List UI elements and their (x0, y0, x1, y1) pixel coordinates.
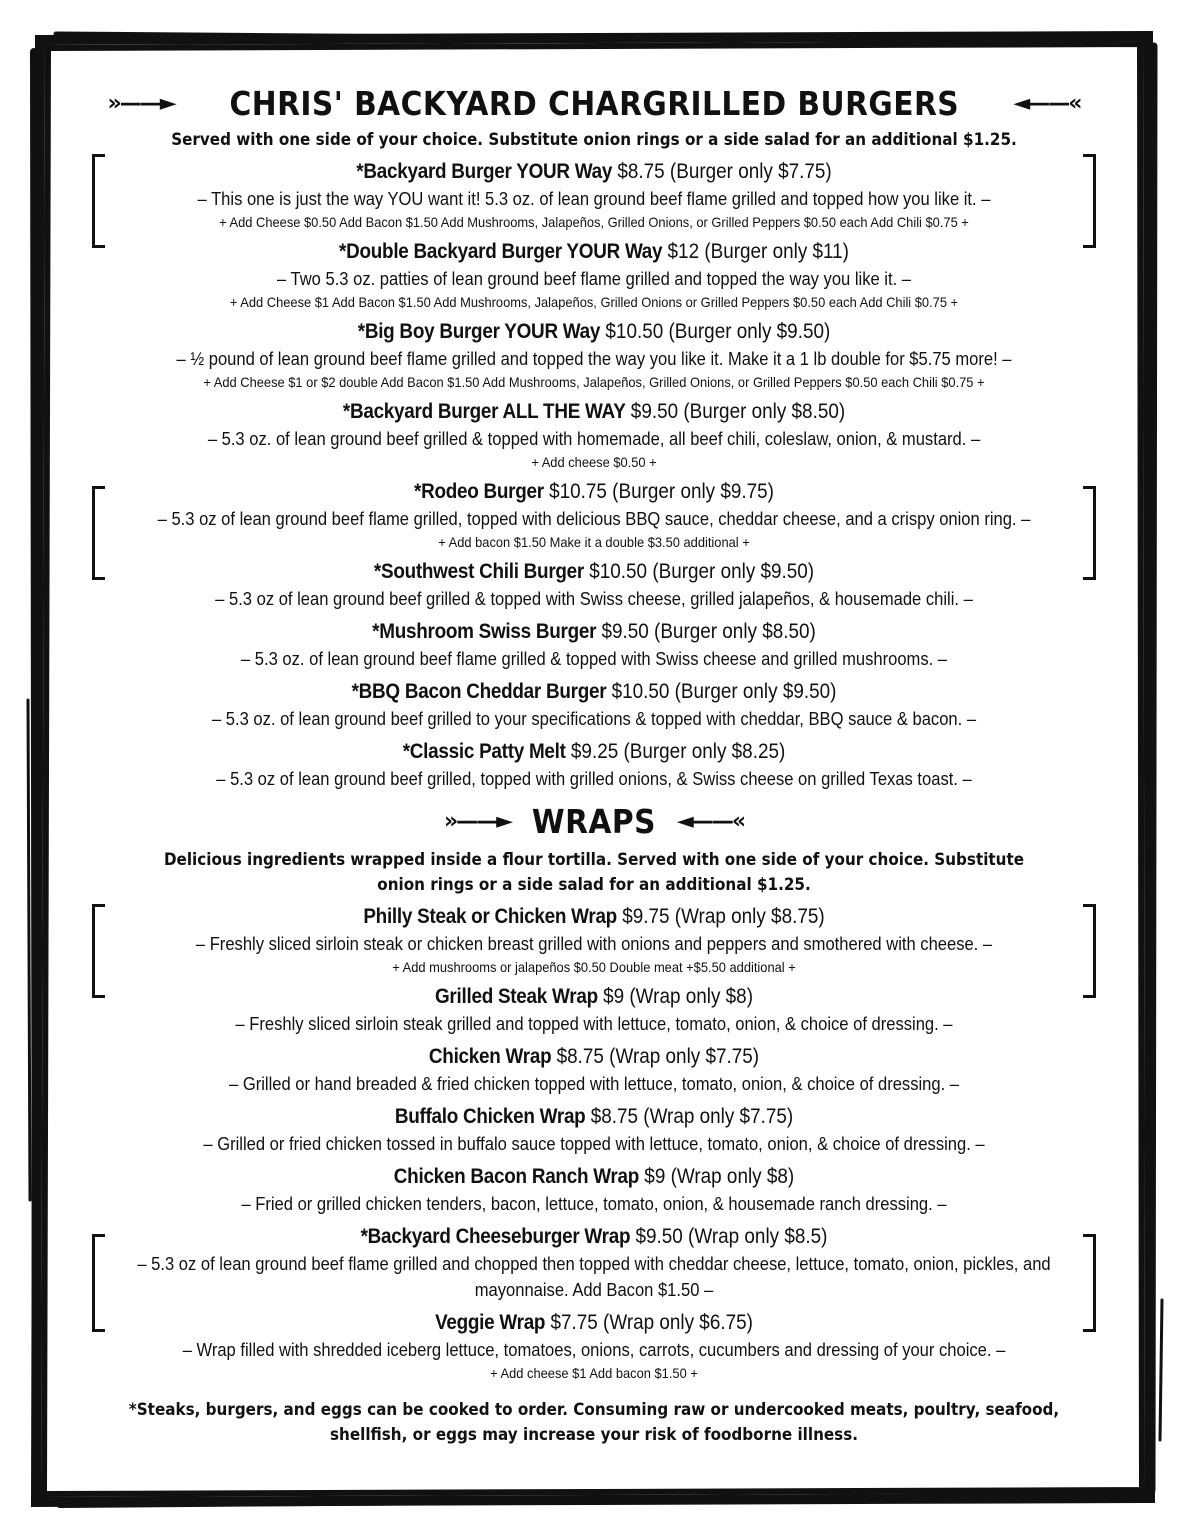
wrap-list (62, 903, 1126, 1383)
menu-page (62, 62, 1126, 1447)
wraps-title: WRAPS (531, 802, 657, 841)
menu-item-price: $9.25 (Burger only $8.25) (570, 740, 786, 763)
menu-item (62, 1163, 1126, 1217)
menu-item-description: – 5.3 oz of lean ground beef flame grilled, topped with delicious BBQ sauce, cheddar cheese, and a crispy onion ring. – (157, 509, 1031, 529)
menu-item-price: $9.50 (Burger only $8.50) (630, 400, 846, 423)
menu-item-addons: + Add Cheese $1 or $2 double Add Bacon $1.50 Add Mushrooms, Jalapeños, Grilled Onions, or Grilled Peppers $0.50 each Chili $0.75 + (203, 374, 985, 390)
arrow-right-icon: »——► (443, 809, 512, 834)
menu-item-name: *Big Boy Burger YOUR Way (357, 320, 601, 343)
menu-item-description: – 5.3 oz. of lean ground beef grilled & topped with homemade, all beef chili, coleslaw, onion, & mustard. – (207, 429, 981, 449)
arrow-right-icon: »——► (107, 91, 175, 116)
menu-item-price: $12 (Burger only $11) (667, 240, 849, 263)
menu-item-price: $9.75 (Wrap only $8.75) (622, 905, 825, 928)
menu-item-addons: + Add Cheese $0.50 Add Bacon $1.50 Add Mushrooms, Jalapeños, Grilled Onions, or Grilled Peppers $0.50 each Add Chili $0.75 + (219, 214, 969, 230)
menu-item-heading (115, 478, 1073, 506)
menu-item-description: – 5.3 oz of lean ground beef grilled, topped with grilled onions, & Swiss cheese on grilled Texas toast. – (216, 769, 972, 789)
menu-item-description: – ½ pound of lean ground beef flame grilled and topped the way you like it. Make it a 1 lb double for $5.75 more! – (176, 349, 1012, 369)
menu-item-name: Buffalo Chicken Wrap (394, 1105, 586, 1128)
menu-item (62, 558, 1126, 612)
menu-item-price: $8.75 (Burger only $7.75) (617, 160, 832, 183)
menu-item-description: – This one is just the way YOU want it! 5.3 oz. of lean ground beef flame grilled and topped how you like it. – (197, 189, 991, 209)
menu-item-description: – 5.3 oz. of lean ground beef flame grilled & topped with Swiss cheese and grilled mushrooms. – (240, 649, 948, 669)
menu-item-description: – 5.3 oz of lean ground beef flame grilled and chopped then topped with cheddar cheese, lettuce, tomato, onion, pickles, and mayonnaise. Add Bacon $1.50 – (137, 1254, 1051, 1300)
menu-item-price: $9.50 (Burger only $8.50) (601, 620, 816, 643)
menu-item (62, 1103, 1126, 1157)
menu-item-price: $9.50 (Wrap only $8.5) (635, 1225, 828, 1248)
menu-item-description: – Grilled or fried chicken tossed in buffalo sauce topped with lettuce, tomato, onion, & choice of dressing. – (203, 1134, 985, 1154)
menu-item-heading (115, 1103, 1073, 1131)
menu-item-price: $10.50 (Burger only $9.50) (611, 680, 837, 703)
menu-item (62, 983, 1126, 1037)
menu-item-name: *Double Backyard Burger YOUR Way (339, 240, 663, 263)
menu-item (62, 903, 1126, 977)
menu-item-name: Veggie Wrap (435, 1311, 546, 1334)
menu-item-name: Philly Steak or Chicken Wrap (363, 905, 617, 928)
menu-item (62, 158, 1126, 232)
burgers-subtitle: Served with one side of your choice. Substitute onion rings or a side salad for an additional $1.25. (171, 130, 1017, 149)
menu-item-heading (115, 158, 1073, 186)
menu-item-name: *Southwest Chili Burger (373, 560, 585, 583)
menu-item (62, 398, 1126, 472)
menu-item-description: – Fried or grilled chicken tenders, bacon, lettuce, tomato, onion, & housemade ranch dressing. – (241, 1194, 947, 1214)
menu-item-description: – Two 5.3 oz. patties of lean ground beef flame grilled and topped the way you like it. – (277, 269, 911, 289)
menu-item-addons: + Add cheese $1 Add bacon $1.50 + (490, 1365, 698, 1381)
menu-item-addons: + Add cheese $0.50 + (531, 454, 657, 470)
menu-item-price: $9 (Wrap only $8) (603, 985, 753, 1008)
menu-item-heading (115, 238, 1073, 266)
menu-item-heading (115, 678, 1073, 706)
menu-item-addons: + Add bacon $1.50 Make it a double $3.50 additional + (438, 534, 750, 550)
menu-item-price: $10.75 (Burger only $9.75) (549, 480, 774, 503)
menu-item-price: $8.75 (Wrap only $7.75) (590, 1105, 794, 1128)
burgers-header (62, 84, 1126, 123)
menu-item-heading (115, 738, 1073, 766)
menu-item-price: $10.50 (Burger only $9.50) (589, 560, 815, 583)
menu-item (62, 678, 1126, 732)
menu-item-name: *Backyard Burger YOUR Way (356, 160, 613, 183)
menu-item-heading (115, 1309, 1073, 1337)
menu-item-price: $10.50 (Burger only $9.50) (605, 320, 831, 343)
menu-item-description: – Freshly sliced sirloin steak grilled and topped with lettuce, tomato, onion, & choice of dressing. – (235, 1014, 953, 1034)
menu-item-heading (115, 1163, 1073, 1191)
menu-item (62, 478, 1126, 552)
food-safety-notice: *Steaks, burgers, and eggs can be cooked to order. Consuming raw or undercooked meats, poultry, seafood, shellfish, or eggs may increase your risk of foodborne illness. (128, 1400, 1060, 1444)
menu-item-addons: + Add mushrooms or jalapeños $0.50 Double meat +$5.50 additional + (392, 959, 796, 975)
menu-item-heading (115, 318, 1073, 346)
menu-item (62, 1223, 1126, 1303)
menu-item-addons: + Add Cheese $1 Add Bacon $1.50 Add Mushrooms, Jalapeños, Grilled Onions or Grilled Peppers $0.50 each Add Chili $0.75 + (229, 294, 959, 310)
burger-list (62, 158, 1126, 792)
menu-item-name: *Mushroom Swiss Burger (372, 620, 597, 643)
menu-item (62, 238, 1126, 312)
menu-item-name: Grilled Steak Wrap (434, 985, 598, 1008)
menu-item (62, 738, 1126, 792)
wraps-subtitle: Delicious ingredients wrapped inside a flour tortilla. Served with one side of your choice. Substitute onion rings or a side salad for an additional $1.25. (163, 850, 1025, 894)
menu-item (62, 1309, 1126, 1383)
menu-item-name: *Backyard Cheeseburger Wrap (360, 1225, 631, 1248)
wraps-header (62, 802, 1126, 841)
menu-item-heading (115, 903, 1073, 931)
menu-item (62, 318, 1126, 392)
menu-item-heading (115, 983, 1073, 1011)
arrow-left-icon: ◄——« (676, 809, 745, 834)
menu-item-description: – Grilled or hand breaded & fried chicken topped with lettuce, tomato, onion, & choice of dressing. – (229, 1074, 959, 1094)
menu-item-heading (115, 558, 1073, 586)
menu-item-heading (115, 618, 1073, 646)
menu-item-description: – Wrap filled with shredded iceberg lettuce, tomatoes, onions, carrots, cucumbers and dressing of your choice. – (182, 1340, 1006, 1360)
menu-item-description: – 5.3 oz. of lean ground beef grilled to your specifications & topped with cheddar, BBQ sauce & bacon. – (211, 709, 977, 729)
burgers-title: CHRIS' BACKYARD CHARGRILLED BURGERS (229, 84, 959, 123)
menu-item-name: *BBQ Bacon Cheddar Burger (351, 680, 607, 703)
menu-item-name: Chicken Bacon Ranch Wrap (393, 1165, 640, 1188)
menu-item (62, 1043, 1126, 1097)
menu-item-name: *Rodeo Burger (414, 480, 544, 503)
menu-item-heading (115, 398, 1073, 426)
menu-item-price: $7.75 (Wrap only $6.75) (550, 1311, 753, 1334)
menu-item-price: $8.75 (Wrap only $7.75) (556, 1045, 760, 1068)
menu-item (62, 618, 1126, 672)
menu-item-name: *Classic Patty Melt (402, 740, 566, 763)
menu-item-heading (115, 1043, 1073, 1071)
arrow-left-icon: ◄——« (1013, 91, 1081, 116)
menu-item-price: $9 (Wrap only $8) (644, 1165, 795, 1188)
menu-item-heading (115, 1223, 1073, 1251)
menu-item-name: *Backyard Burger ALL THE WAY (342, 400, 626, 423)
menu-item-description: – 5.3 oz of lean ground beef grilled & topped with Swiss cheese, grilled jalapeños, & housemade chili. – (215, 589, 973, 609)
menu-item-description: – Freshly sliced sirloin steak or chicken breast grilled with onions and peppers and smothered with cheese. – (195, 934, 993, 954)
menu-item-name: Chicken Wrap (428, 1045, 552, 1068)
